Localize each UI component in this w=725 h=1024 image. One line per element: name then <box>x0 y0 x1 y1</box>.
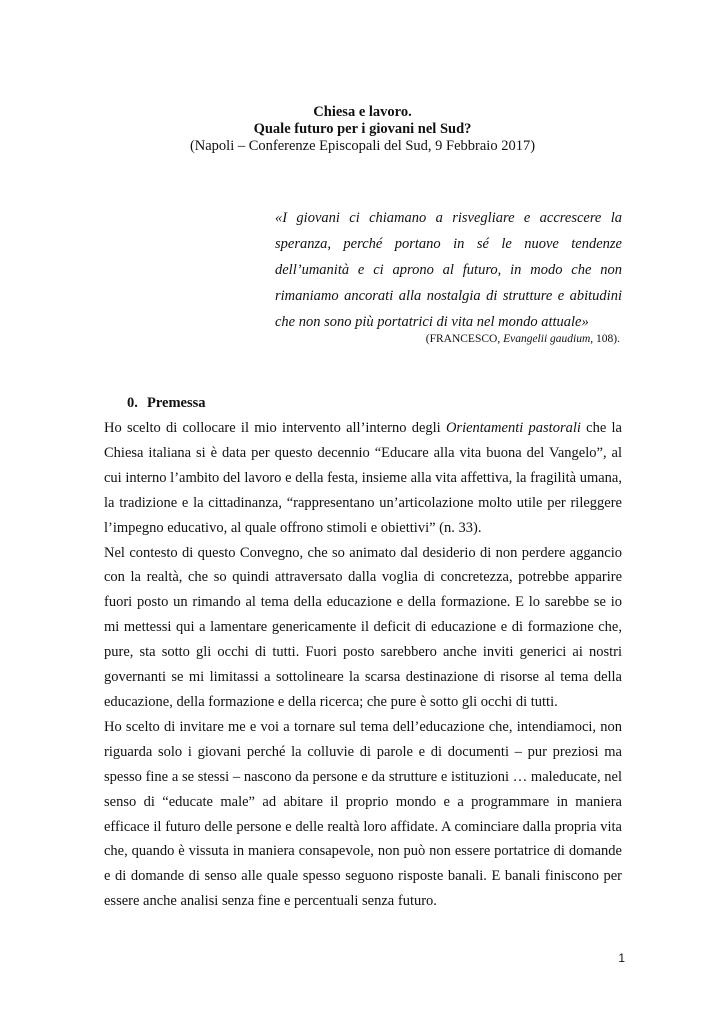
paragraph-1-italic: Orientamenti pastorali <box>445 420 581 436</box>
section-number: 0. <box>127 395 138 411</box>
paragraph-1-part-2: che la Chiesa italiana si è data per questo decennio “Educare alla vita buona del Vangelo”, al cui interno l’ambito del lavoro e della festa, insieme alla vita affettiva, la fragilità umana, la tradizione e la cittadinanza, “rappresentano un’articolazione molto utile per rileggere l’impegno educativo, al quale offrono stimoli e obiettivi” (n. 33). <box>104 420 622 536</box>
document-header <box>0 104 725 155</box>
paragraph-1 <box>104 416 622 541</box>
document-title-question: Quale futuro per i giovani nel Sud? <box>253 121 472 137</box>
document-subtitle: (Napoli – Conferenze Episcopali del Sud, 9 Febbraio 2017) <box>189 138 536 154</box>
section-title: Premessa <box>147 395 206 411</box>
paragraph-3: Ho scelto di invitare me e voi a tornare sul tema dell’educazione che, intendiamoci, non riguarda solo i giovani perché la colluvie di parole e di documenti – pur preziosi ma spesso fine a se stessi – nascono da persone e da strutture e istituzioni … maleducate, nel senso di “educate male” ad abitare il proprio mondo e a programmare in maniera efficace il futuro delle persone e delle realtà loro affidate. A cominciare dalla propria vita che, quando è vissuta in maniera consapevole, non può non essere portatrice di domande e di domande di senso alle quale spesso seguono risposte banali. E banali finiscono per essere anche analisi senza fine e percentuali senza futuro. <box>104 718 622 910</box>
epigraph-quote: «I giovani ci chiamano a risvegliare e accrescere la speranza, perché portano in sé le nuove tendenze dell’umanità e ci aprono al futuro, in modo che non rimaniamo ancorati alla nostalgia di strutture e abitudini che non sono più portatrici di vita nel mondo attuale» <box>275 210 622 330</box>
document-title: Chiesa e lavoro. <box>313 104 412 120</box>
section-heading <box>127 395 206 412</box>
paragraph-2: Nel contesto di questo Convegno, che so animato dal desiderio di non perdere aggancio con la realtà, che so quindi attraversato dalla voglia di concretezza, potrebbe apparire fuori posto un rimando al tema della educazione e della formazione. E lo sarebbe se io mi mettessi qui a lamentare genericamente il deficit di educazione e di formazione che, pure, sta sotto gli occhi di tutti. Fuori posto sarebbero anche inviti generici ai nostri governanti se mi limitassi a sottolineare la scarsa destinazione di risorse al tema della educazione, della formazione e della ricerca; che pure è sotto gli occhi di tutti. <box>104 544 622 710</box>
epigraph-source-suffix: , 108). <box>590 333 620 345</box>
epigraph-source <box>275 332 620 346</box>
epigraph-source-work: Evangelii gaudium <box>503 333 591 345</box>
body-text <box>104 416 622 914</box>
epigraph-source-prefix: (FRANCESCO, <box>425 333 504 345</box>
page-number: 1 <box>618 951 625 965</box>
paragraph-1-part-1: Ho scelto di collocare il mio intervento all’interno degli <box>104 420 446 436</box>
